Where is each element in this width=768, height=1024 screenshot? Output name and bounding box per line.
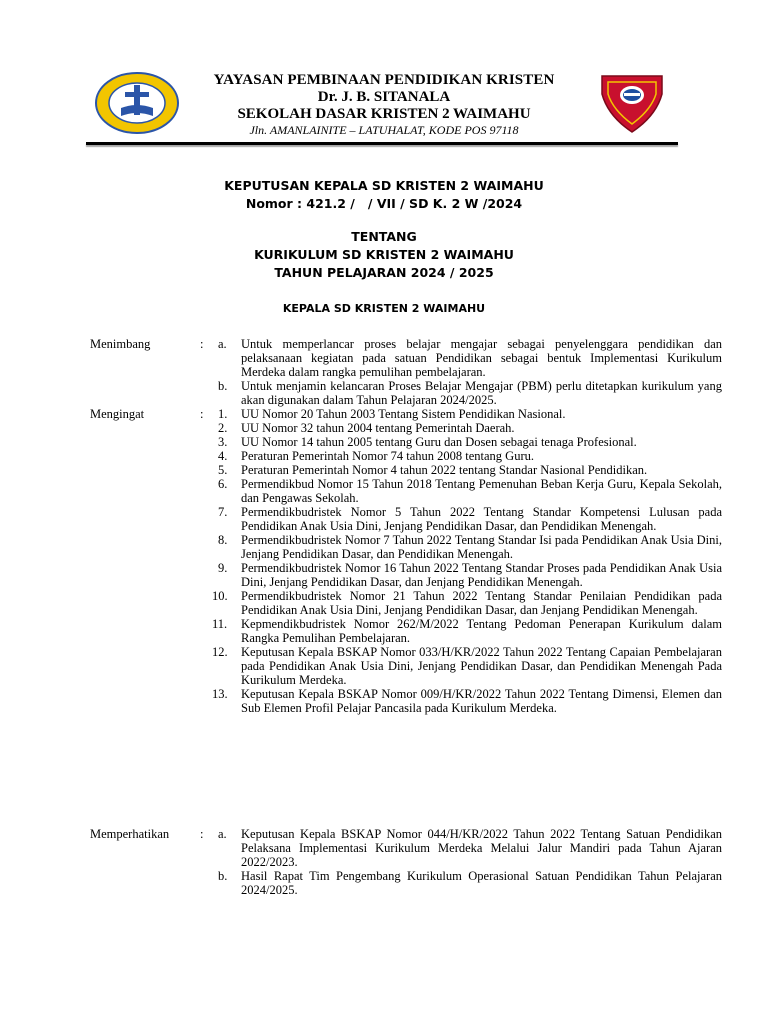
item-text: Permendikbud Nomor 15 Tahun 2018 Tentang Pemenuhan Beban Kerja Guru, Kepala Sekolah, dan Pengawas Sekolah.	[241, 477, 722, 505]
item-text: Permendikbudristek Nomor 5 Tahun 2022 Tentang Standar Kompetensi Lulusan pada Pendidikan Anak Usia Dini, Jenjang Pendidikan Dasar, dan Pendidikan Menengah.	[241, 505, 722, 533]
decree-heading	[0, 177, 768, 213]
item-text: Keputusan Kepala BSKAP Nomor 044/H/KR/2022 Tahun 2022 Tentang Satuan Pendidikan Pelaksana Implementasi Kurikulum Merdeka Melalui Jalur Mandiri pada Tahun Ajaran 2022/2023.	[241, 827, 722, 869]
item-marker: a.	[218, 337, 227, 351]
foundation-founder: Dr. J. B. SITANALA	[317, 89, 451, 105]
item-text: Kepmendikbudristek Nomor 262/M/2022 Tentang Pedoman Penerapan Kurikulum dalam Rangka Pemulihan Pembelajaran.	[241, 617, 722, 645]
item-text: UU Nomor 14 tahun 2005 tentang Guru dan Dosen sebagai tenaga Profesional.	[241, 435, 637, 449]
school-address: Jln. AMANLAINITE – LATUHALAT, KODE POS 97118	[249, 123, 519, 137]
item-marker: b.	[218, 379, 228, 393]
regional-emblem	[600, 72, 664, 134]
list-item	[218, 869, 722, 897]
item-text: Permendikbudristek Nomor 16 Tahun 2022 Tentang Standar Proses pada Pendidikan Anak Usia Dini, Jenjang Pendidikan Dasar, dan Jenjang Pendidikan Menengah.	[241, 561, 722, 589]
item-text: Keputusan Kepala BSKAP Nomor 009/H/KR/2022 Tahun 2022 Tentang Dimensi, Elemen dan Sub Elemen Profil Pelajar Pancasila pada Kurikulum Merdeka.	[241, 687, 722, 715]
item-text: Permendikbudristek Nomor 7 Tahun 2022 Tentang Standar Isi pada Pendidikan Anak Usia Dini, Jenjang Pendidikan Dasar, dan Pendidikan Menengah.	[241, 533, 722, 561]
section-label: Menimbang	[90, 337, 151, 351]
item-marker: 10.	[212, 589, 228, 603]
list-item	[218, 561, 722, 589]
list-item	[218, 407, 722, 421]
item-marker: b.	[218, 869, 228, 883]
section-colon: :	[200, 827, 204, 841]
item-marker: 11.	[212, 617, 228, 631]
item-text: Peraturan Pemerintah Nomor 4 tahun 2022 tentang Standar Nasional Pendidikan.	[241, 463, 648, 477]
item-marker: 4.	[218, 449, 228, 463]
item-marker: 13.	[212, 687, 228, 701]
school-name: SEKOLAH DASAR KRISTEN 2 WAIMAHU	[237, 106, 531, 122]
list-item	[212, 589, 722, 617]
list-item	[218, 435, 722, 449]
list-item	[212, 687, 722, 715]
foundation-name: YAYASAN PEMBINAAN PENDIDIKAN KRISTEN	[213, 72, 555, 88]
list-item	[212, 645, 722, 687]
list-item	[218, 449, 722, 463]
foundation-logo	[95, 72, 179, 134]
letterhead	[180, 72, 588, 138]
section-colon: :	[200, 337, 204, 351]
list-item	[218, 421, 722, 435]
list-item	[218, 533, 722, 561]
decree-number: Nomor : 421.2 / / VII / SD K. 2 W /2024	[245, 196, 523, 211]
section-colon: :	[200, 407, 204, 421]
list-item	[218, 337, 722, 379]
item-text: Keputusan Kepala BSKAP Nomor 033/H/KR/2022 Tahun 2022 Tentang Capaian Pembelajaran pada Pendidikan Anak Usia Dini, Jenjang Pendidikan Dasar, dan Pendidikan Menengah Pada Kurikulum Merdeka.	[241, 645, 722, 687]
subject-line-2: TAHUN PELAJARAN 2024 / 2025	[274, 265, 494, 280]
item-marker: 2.	[218, 421, 228, 435]
item-list	[218, 827, 722, 897]
letterhead-divider	[86, 142, 678, 145]
item-text: Permendikbudristek Nomor 21 Tahun 2022 Tentang Standar Penilaian Pendidikan pada Pendidikan Anak Usia Dini, Jenjang Pendidikan Dasar, dan Jenjang Pendidikan Menengah.	[241, 589, 722, 617]
list-item	[218, 463, 722, 477]
item-marker: 12.	[212, 645, 228, 659]
list-item	[218, 827, 722, 869]
decree-subject	[0, 228, 768, 282]
section-label: Mengingat	[90, 407, 145, 421]
item-marker: 3.	[218, 435, 228, 449]
item-text: Untuk memperlancar proses belajar mengajar sebagai penyelenggara pendidikan dan pelaksanaan kegiatan pada satuan Pendidikan sebagai bentuk Implementasi Kurikulum Merdeka dalam rangka pemulihan pembelajaran.	[241, 337, 722, 379]
item-text: UU Nomor 32 tahun 2004 tentang Pemerintah Daerah.	[241, 421, 515, 435]
official-title: KEPALA SD KRISTEN 2 WAIMAHU	[282, 302, 486, 315]
list-item	[218, 477, 722, 505]
list-item	[218, 379, 722, 407]
item-text: Untuk menjamin kelancaran Proses Belajar Mengajar (PBM) perlu ditetapkan kurikulum yang akan digunakan dalam Tahun Pelajaran 2024/2025.	[241, 379, 722, 407]
tentang-label: TENTANG	[351, 229, 417, 244]
decree-title: KEPUTUSAN KEPALA SD KRISTEN 2 WAIMAHU	[224, 178, 544, 193]
item-text: Hasil Rapat Tim Pengembang Kurikulum Operasional Satuan Pendidikan Tahun Pelajaran 2024/2025.	[241, 869, 722, 897]
section-label: Memperhatikan	[90, 827, 170, 841]
subject-line-1: KURIKULUM SD KRISTEN 2 WAIMAHU	[254, 247, 514, 262]
list-item	[212, 617, 722, 645]
item-marker: 8.	[218, 533, 228, 547]
item-marker: a.	[218, 827, 227, 841]
item-marker: 5.	[218, 463, 228, 477]
item-list	[212, 407, 722, 715]
list-item	[218, 505, 722, 533]
item-text: Peraturan Pemerintah Nomor 74 tahun 2008 tentang Guru.	[241, 449, 534, 463]
item-marker: 6.	[218, 477, 228, 491]
item-marker: 9.	[218, 561, 228, 575]
item-marker: 1.	[218, 407, 228, 421]
item-text: UU Nomor 20 Tahun 2003 Tentang Sistem Pendidikan Nasional.	[241, 407, 566, 421]
item-marker: 7.	[218, 505, 228, 519]
item-list	[218, 337, 722, 407]
